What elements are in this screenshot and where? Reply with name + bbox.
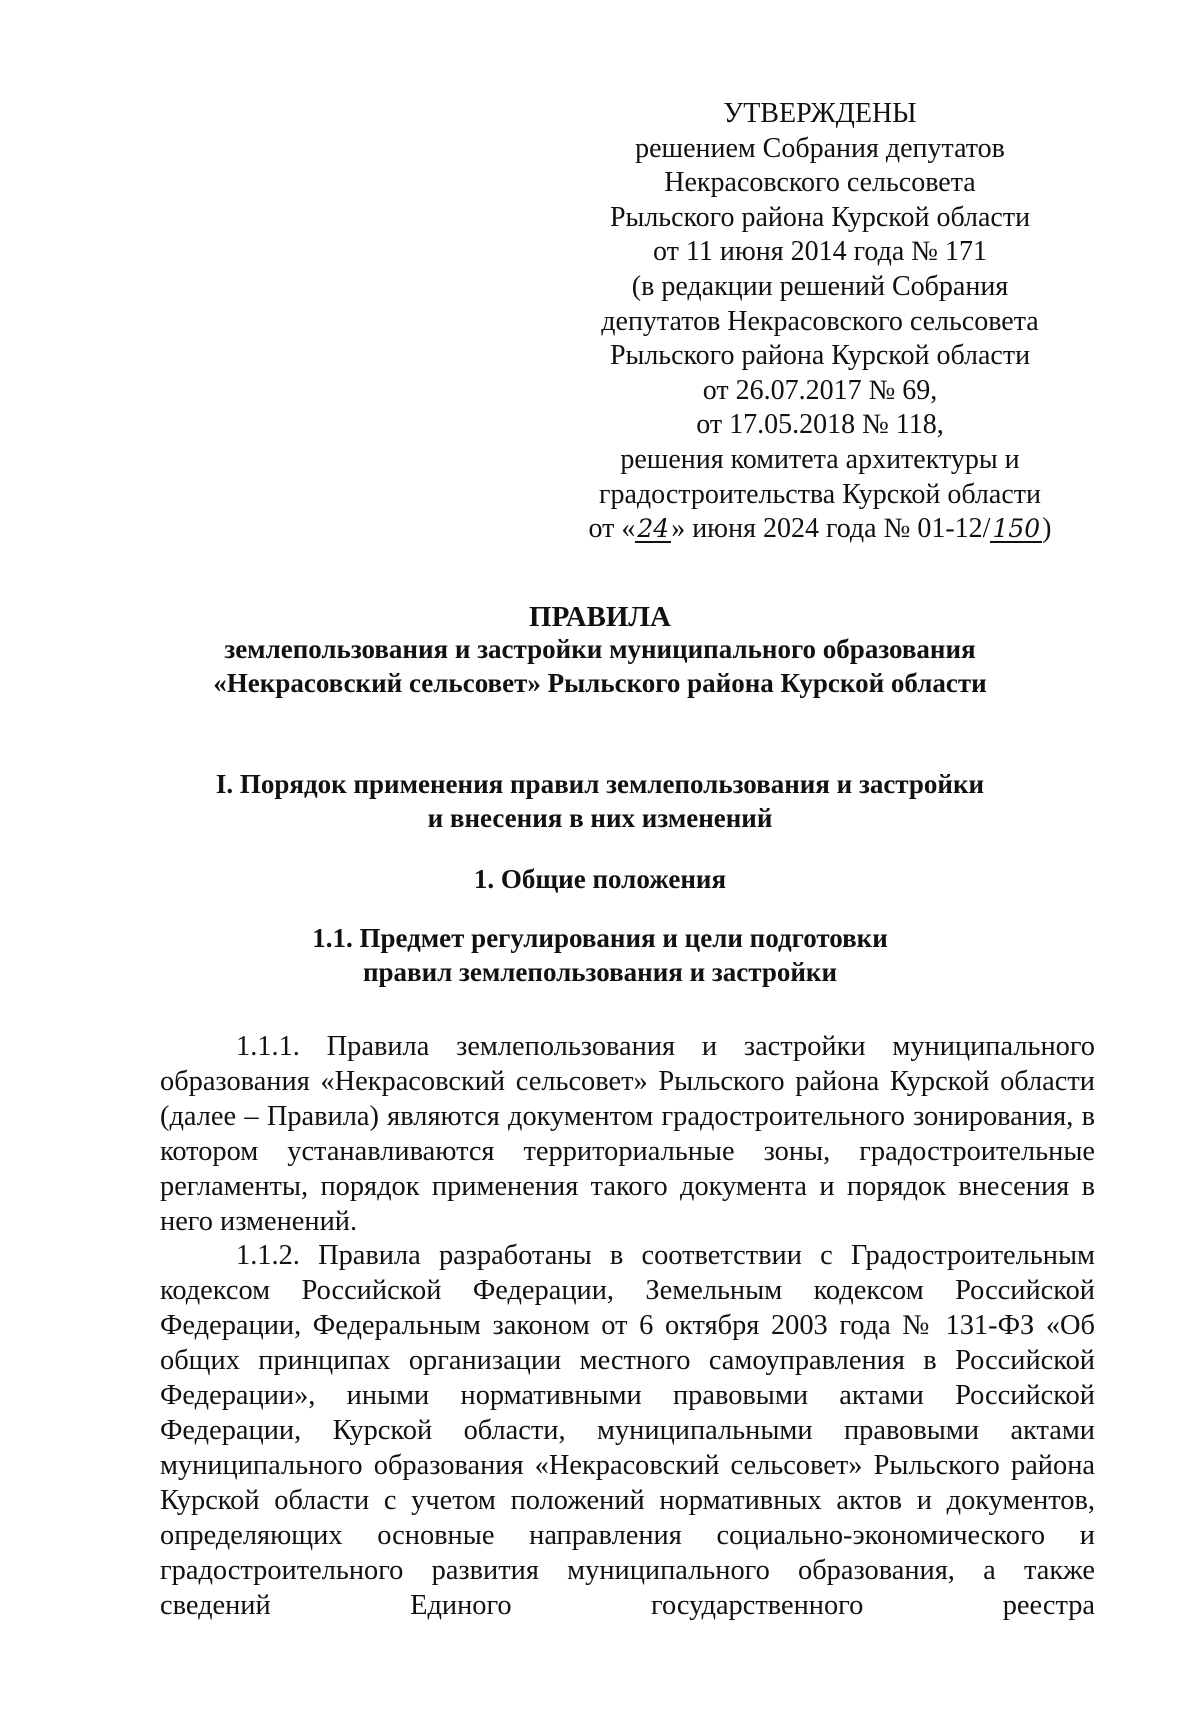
document-title: ПРАВИЛА: [529, 601, 671, 633]
approval-line: депутатов Некрасовского сельсовета: [601, 305, 1039, 337]
approval-line: решением Собрания депутатов: [635, 132, 1005, 164]
approval-stamp-block: [560, 97, 1080, 547]
document-subtitle: [100, 632, 1100, 700]
subsection-heading: [100, 921, 1100, 989]
date-prefix: от «: [588, 513, 636, 545]
document-body: [160, 1030, 1095, 1623]
subsection-heading-line: правил землепользования и застройки: [362, 957, 838, 987]
approval-line: градостроительства Курской области: [599, 478, 1041, 510]
approval-line: решения комитета архитектуры и: [620, 443, 1020, 475]
document-subtitle-line: землепользования и застройки муниципального образования: [224, 634, 976, 664]
approval-date-line: [560, 512, 1080, 547]
chapter-heading-line: I. Порядок применения правил землепользования и застройки: [215, 769, 985, 799]
section-heading: 1. Общие положения: [473, 864, 727, 894]
approval-line: Некрасовского сельсовета: [664, 167, 976, 199]
approval-line: Рыльского района Курской области: [609, 340, 1031, 372]
approval-line: от 26.07.2017 № 69,: [702, 374, 938, 406]
handwritten-day: 24: [637, 514, 670, 544]
subsection-heading-line: 1.1. Предмет регулирования и цели подготовки: [312, 923, 888, 953]
approval-line: (в редакции решений Собрания: [631, 270, 1009, 302]
approval-line: Рыльского района Курской области: [609, 201, 1031, 233]
approval-line: от 11 июня 2014 года № 171: [653, 236, 987, 268]
chapter-heading: [100, 767, 1100, 835]
approval-line: от 17.05.2018 № 118,: [696, 409, 944, 441]
paragraph: 1.1.2. Правила разработаны в соответствии с Градостроительным кодексом Российской Федерации, Земельным кодексом Российской Федерации, Федеральным законом от 6 октября 2003 года № 131-ФЗ «Об общих принципах организации местного самоуправления в Российской Федерации», иными нормативными правовыми актами Российской Федерации, Курской области, муниципальными правовыми актами муниципального образования «Некрасовский сельсовет» Рыльского района Курской области с учетом положений нормативных актов и документов, определяющих основные направления социально-экономического и градостроительного развития муниципального образования, а также сведений Единого государственного реестра: [160, 1240, 1095, 1621]
handwritten-number: 150: [992, 514, 1041, 544]
date-middle: » июня 2024 года № 01-12/: [671, 513, 991, 545]
chapter-heading-line: и внесения в них изменений: [427, 803, 773, 833]
date-suffix: ): [1042, 513, 1052, 545]
paragraph: 1.1.1. Правила землепользования и застройки муниципального образования «Некрасовский сельсовет» Рыльского района Курской области (далее – Правила) являются документом градостроительного зонирования, в котором устанавливаются территориальные зоны, градостроительные регламенты, порядок применения такого документа и порядок внесения в него изменений.: [160, 1031, 1095, 1237]
document-subtitle-line: «Некрасовский сельсовет» Рыльского района Курской области: [213, 668, 987, 698]
approval-line: УТВЕРЖДЕНЫ: [723, 98, 917, 129]
